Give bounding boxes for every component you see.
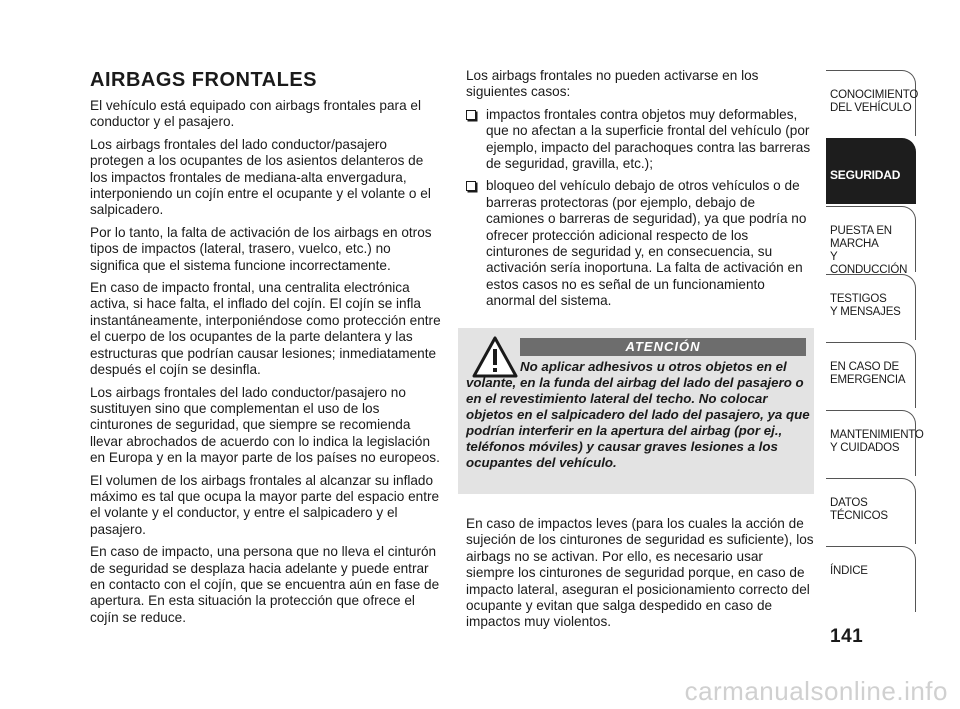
page-number: 141	[830, 626, 864, 647]
paragraph: En caso de impacto frontal, una centralita electrónica activa, si hace falta, el inflado del cojín. El cojín se infla instantáneamente, interponiéndose como protección entre el cuerpo de los ocupantes de la parte delantera y las estructuras que podrían causar lesiones; inmediatamente después el cojín se desinfla.	[90, 280, 441, 378]
tab-conocimiento[interactable]	[826, 70, 919, 136]
tab-indice[interactable]	[826, 546, 916, 612]
tab-label: Y CONDUCCIÓN	[830, 251, 908, 276]
paragraph: Los airbags frontales del lado conductor/pasajero protegen a los ocupantes de los asientos delanteros de los impactos frontales de mediana-alta envergadura, interponiendo un cojín entre el ocupante y el volante o el salpicadero.	[90, 136, 431, 218]
tab-emergencia[interactable]	[826, 342, 916, 408]
tab-label: TESTIGOS	[830, 293, 887, 305]
tab-label: PUESTA EN	[830, 225, 892, 237]
checkbox-square-icon	[466, 181, 476, 191]
tab-label: DATOS	[830, 497, 868, 509]
paragraph: En caso de impactos leves (para los cuales la acción de sujeción de los cinturones de seguridad es suficiente), los airbags no se activan. Por ello, es necesario usar siempre los cinturones de seguridad porque, en caso de impacto lateral, aseguran el posicionamiento correcto del ocupante y evitan que salga despedido en caso de impactos muy violentos.	[466, 516, 814, 630]
tab-label: Y MENSAJES	[830, 306, 901, 318]
warning-title: ATENCIÓN	[520, 338, 806, 356]
intro-paragraph: Los airbags frontales no pueden activarse en los siguientes casos:	[466, 68, 759, 100]
tab-label: TÉCNICOS	[830, 510, 888, 522]
tab-testigos[interactable]	[826, 274, 916, 340]
list-item	[466, 178, 814, 309]
warning-box	[458, 328, 814, 494]
right-column	[466, 68, 814, 316]
tab-label: MARCHA	[830, 238, 879, 250]
tab-label: ÍNDICE	[830, 565, 868, 577]
tab-label: DEL VEHÍCULO	[830, 102, 912, 114]
tab-label: CONOCIMIENTO	[830, 89, 919, 101]
paragraph: Los airbags frontales del lado conductor/pasajero no sustituyen sino que complementan el uso de los cinturones de seguridad, que siempre se recomienda llevar abrochados de acuerdo con lo indica la legislación en Europa y en la mayor parte de los países no europeos.	[90, 384, 440, 466]
tab-label: Y CUIDADOS	[830, 442, 900, 454]
paragraph: En caso de impacto, una persona que no lleva el cinturón de seguridad se desplaza hacia adelante y puede entrar en contacto con el cojín, que se encuentra aún en fase de apertura. En esta situación la protección que ofrece el cojín se reduce.	[90, 544, 440, 625]
tab-datos-tecnicos[interactable]	[826, 478, 916, 544]
list-item-text: impactos frontales contra objetos muy deformables, que no afectan a la superficie frontal del vehículo (por ejemplo, impacto del parachoques contra las barreras de seguridad, gravilla, etc.);	[486, 106, 811, 172]
section-heading: AIRBAGS FRONTALES	[90, 69, 318, 91]
checkbox-square-icon	[466, 110, 476, 120]
tab-seguridad[interactable]	[826, 138, 916, 204]
watermark: carmanualsonline.info	[684, 676, 948, 706]
list-item-text: bloqueo del vehículo debajo de otros vehículos o de barreras protectoras (por ejemplo, debajo de camiones o barreras de seguridad), ya que podría no ofrecer protección adicional respecto de los cinturones de seguridad y, en consecuencia, su activación sería inoportuna. La falta de activación en estos casos no es señal de un funcionamiento anormal del sistema.	[486, 178, 807, 309]
tab-label: EN CASO DE	[830, 361, 899, 373]
tab-label: EMERGENCIA	[830, 374, 906, 386]
chapter-sidebar	[826, 70, 924, 614]
warning-text: No aplicar adhesivos u otros objetos en el volante, en la funda del airbag del lado del pasajero o en el revestimiento lateral del techo. No colocar objetos en el salpicadero del lado del pasajero, ya que podrían interferir en la apertura del airbag (por ej., teléfonos móviles) y causar graves lesiones a los ocupantes del vehículo.	[466, 359, 810, 470]
paragraph: El vehículo está equipado con airbags frontales para el conductor y el pasajero.	[90, 98, 421, 130]
list-item	[466, 107, 814, 173]
paragraph: Por lo tanto, la falta de activación de los airbags en otros tipos de impactos (lateral, trasero, vuelco, etc.) no significa que el sistema funcione incorrectamente.	[90, 224, 432, 273]
bullet-list	[466, 107, 814, 310]
tab-label: MANTENIMIENTO	[830, 429, 924, 441]
tab-mantenimiento[interactable]	[826, 410, 924, 476]
tab-label: SEGURIDAD	[830, 168, 901, 182]
left-column	[90, 68, 442, 632]
paragraph: El volumen de los airbags frontales al alcanzar su inflado máximo es tal que ocupa la mayor parte del espacio entre el volante y el conductor, y entre el salpicadero y el pasajero.	[90, 472, 440, 537]
tab-puesta-en-marcha[interactable]	[826, 206, 916, 276]
